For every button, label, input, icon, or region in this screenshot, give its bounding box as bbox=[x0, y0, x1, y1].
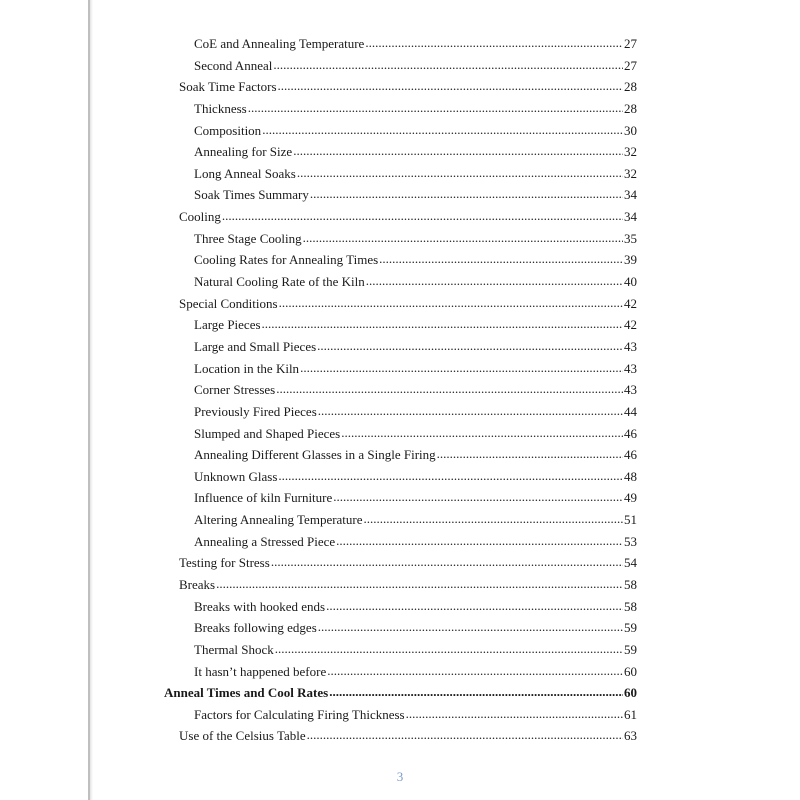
toc-entry[interactable] bbox=[194, 662, 637, 682]
toc-dot-leader bbox=[336, 531, 623, 551]
toc-entry[interactable] bbox=[179, 575, 637, 595]
toc-dot-leader bbox=[364, 509, 623, 529]
toc-entry[interactable] bbox=[179, 294, 637, 314]
toc-entry-title: Testing for Stress bbox=[179, 555, 270, 570]
toc-entry[interactable] bbox=[194, 402, 637, 422]
toc-entry-title: Three Stage Cooling bbox=[194, 231, 302, 246]
toc-dot-leader bbox=[333, 487, 623, 507]
toc-dot-leader bbox=[262, 314, 623, 334]
toc-entry-title: CoE and Annealing Temperature bbox=[194, 36, 365, 51]
toc-dot-leader bbox=[326, 596, 623, 616]
toc-entry-title: Location in the Kiln bbox=[194, 361, 300, 376]
toc-entry-page: 43 bbox=[624, 382, 637, 397]
toc-entry-title: Composition bbox=[194, 123, 262, 138]
toc-entry[interactable] bbox=[194, 164, 637, 184]
toc-entry[interactable] bbox=[194, 705, 637, 725]
toc-entry-title: It hasn’t happened before bbox=[194, 664, 327, 679]
toc-entry-title: Annealing Different Glasses in a Single Firing bbox=[194, 447, 436, 462]
toc-entry[interactable] bbox=[194, 640, 637, 660]
toc-entry[interactable] bbox=[194, 99, 637, 119]
toc-entry-title: Long Anneal Soaks bbox=[194, 166, 296, 181]
toc-entry-page: 61 bbox=[624, 707, 637, 722]
toc-entry-page: 27 bbox=[624, 36, 637, 51]
toc-entry-page: 43 bbox=[624, 339, 637, 354]
toc-entry-title: Cooling Rates for Annealing Times bbox=[194, 252, 379, 267]
toc-entry[interactable] bbox=[179, 77, 637, 97]
toc-dot-leader bbox=[365, 33, 623, 53]
toc-entry-title: Natural Cooling Rate of the Kiln bbox=[194, 274, 365, 289]
toc-entry[interactable] bbox=[194, 510, 637, 530]
toc-entry-page: 63 bbox=[624, 728, 637, 743]
page-number: 3 bbox=[396, 769, 404, 784]
toc-entry-page: 53 bbox=[624, 534, 637, 549]
toc-dot-leader bbox=[300, 358, 623, 378]
toc-entry-title: Slumped and Shaped Pieces bbox=[194, 426, 341, 441]
toc-dot-leader bbox=[279, 293, 623, 313]
toc-entry[interactable] bbox=[194, 488, 637, 508]
toc-dot-leader bbox=[248, 98, 623, 118]
toc-entry-title: Annealing a Stressed Piece bbox=[194, 534, 336, 549]
toc-entry-page: 60 bbox=[624, 685, 637, 700]
toc-entry[interactable] bbox=[179, 726, 637, 746]
toc-entry-title: Previously Fired Pieces bbox=[194, 404, 317, 419]
toc-entry-page: 54 bbox=[624, 555, 637, 570]
toc-entry[interactable] bbox=[194, 618, 637, 638]
toc-entry[interactable] bbox=[194, 142, 637, 162]
toc-dot-leader bbox=[341, 423, 623, 443]
toc-dot-leader bbox=[303, 228, 623, 248]
toc-entry-page: 51 bbox=[624, 512, 637, 527]
toc-entry-page: 46 bbox=[624, 447, 637, 462]
toc-dot-leader bbox=[275, 639, 623, 659]
toc-entry-title: Altering Annealing Temperature bbox=[194, 512, 363, 527]
page-edge-shadow bbox=[90, 0, 93, 800]
toc-entry[interactable] bbox=[194, 250, 637, 270]
toc-entry-title: Use of the Celsius Table bbox=[179, 728, 306, 743]
toc-dot-leader bbox=[262, 120, 623, 140]
toc-dot-leader bbox=[318, 617, 623, 637]
toc-entry[interactable] bbox=[194, 56, 637, 76]
toc-entry-title: Annealing for Size bbox=[194, 144, 293, 159]
toc-dot-leader bbox=[329, 682, 623, 702]
toc-dot-leader bbox=[406, 704, 623, 724]
toc-entry-title: Soak Times Summary bbox=[194, 187, 309, 202]
toc-entry[interactable] bbox=[179, 553, 637, 573]
toc-entry-title: Large and Small Pieces bbox=[194, 339, 317, 354]
toc-entry-title: Unknown Glass bbox=[194, 469, 278, 484]
toc-dot-leader bbox=[310, 184, 623, 204]
toc-entry-page: 27 bbox=[624, 58, 637, 73]
toc-entry-title: Influence of kiln Furniture bbox=[194, 490, 333, 505]
toc-dot-leader bbox=[437, 444, 623, 464]
toc-entry[interactable] bbox=[194, 315, 637, 335]
toc-entry-page: 44 bbox=[624, 404, 637, 419]
toc-entry-page: 58 bbox=[624, 577, 637, 592]
toc-entry-title: Thickness bbox=[194, 101, 247, 116]
toc-dot-leader bbox=[327, 661, 623, 681]
toc-dot-leader bbox=[278, 76, 623, 96]
toc-entry[interactable] bbox=[194, 532, 637, 552]
toc-entry-title: Breaks following edges bbox=[194, 620, 317, 635]
toc-entry[interactable] bbox=[194, 445, 637, 465]
toc-entry-title: Thermal Shock bbox=[194, 642, 274, 657]
toc-dot-leader bbox=[317, 336, 623, 356]
toc-entry[interactable] bbox=[194, 424, 637, 444]
toc-entry[interactable] bbox=[194, 272, 637, 292]
toc-entry-page: 59 bbox=[624, 642, 637, 657]
toc-dot-leader bbox=[293, 141, 623, 161]
toc-entry-page: 59 bbox=[624, 620, 637, 635]
toc-dot-leader bbox=[276, 379, 623, 399]
toc-entry-page: 34 bbox=[624, 209, 637, 224]
toc-dot-leader bbox=[318, 401, 623, 421]
toc-entry-page: 28 bbox=[624, 79, 637, 94]
toc-dot-leader bbox=[278, 466, 623, 486]
toc-entry-page: 30 bbox=[624, 123, 637, 138]
toc-entry-page: 28 bbox=[624, 101, 637, 116]
toc-entry[interactable] bbox=[194, 337, 637, 357]
toc-entry[interactable] bbox=[194, 467, 637, 487]
toc-entry-page: 32 bbox=[624, 144, 637, 159]
toc-entry-page: 42 bbox=[624, 317, 637, 332]
toc-entry-page: 35 bbox=[624, 231, 637, 246]
toc-entry-title: Corner Stresses bbox=[194, 382, 276, 397]
toc-dot-leader bbox=[273, 55, 623, 75]
toc-entry-title: Special Conditions bbox=[179, 296, 278, 311]
toc-entry[interactable] bbox=[194, 121, 637, 141]
toc-entry-title: Second Anneal bbox=[194, 58, 273, 73]
toc-entry[interactable] bbox=[194, 359, 637, 379]
toc-dot-leader bbox=[297, 163, 623, 183]
toc-entry-page: 32 bbox=[624, 166, 637, 181]
toc-entry-title: Factors for Calculating Firing Thickness bbox=[194, 707, 405, 722]
toc-entry-page: 46 bbox=[624, 426, 637, 441]
toc-entry-title: Breaks with hooked ends bbox=[194, 599, 326, 614]
toc-entry-page: 49 bbox=[624, 490, 637, 505]
toc-entry-title: Soak Time Factors bbox=[179, 79, 277, 94]
toc-entry[interactable] bbox=[179, 207, 637, 227]
toc-entry[interactable] bbox=[194, 34, 637, 54]
toc-entry[interactable] bbox=[194, 229, 637, 249]
toc-dot-leader bbox=[222, 206, 623, 226]
toc-entry-page: 48 bbox=[624, 469, 637, 484]
toc-entry-page: 58 bbox=[624, 599, 637, 614]
toc-entry-title: Cooling bbox=[179, 209, 221, 224]
toc-entry-page: 34 bbox=[624, 187, 637, 202]
toc-entry[interactable] bbox=[164, 683, 637, 703]
toc-dot-leader bbox=[379, 249, 623, 269]
toc-entry[interactable] bbox=[194, 185, 637, 205]
toc-entry[interactable] bbox=[194, 380, 637, 400]
toc-dot-leader bbox=[216, 574, 623, 594]
toc-entry-page: 60 bbox=[624, 664, 637, 679]
toc-dot-leader bbox=[307, 725, 623, 745]
toc-dot-leader bbox=[366, 271, 623, 291]
toc-dot-leader bbox=[271, 552, 623, 572]
toc-entry-title: Large Pieces bbox=[194, 317, 261, 332]
toc-entry-title: Anneal Times and Cool Rates bbox=[164, 685, 329, 700]
toc-entry[interactable] bbox=[194, 597, 637, 617]
toc-entry-page: 40 bbox=[624, 274, 637, 289]
toc-entry-page: 39 bbox=[624, 252, 637, 267]
toc-entry-page: 42 bbox=[624, 296, 637, 311]
toc-entry-title: Breaks bbox=[179, 577, 216, 592]
toc-entry-page: 43 bbox=[624, 361, 637, 376]
